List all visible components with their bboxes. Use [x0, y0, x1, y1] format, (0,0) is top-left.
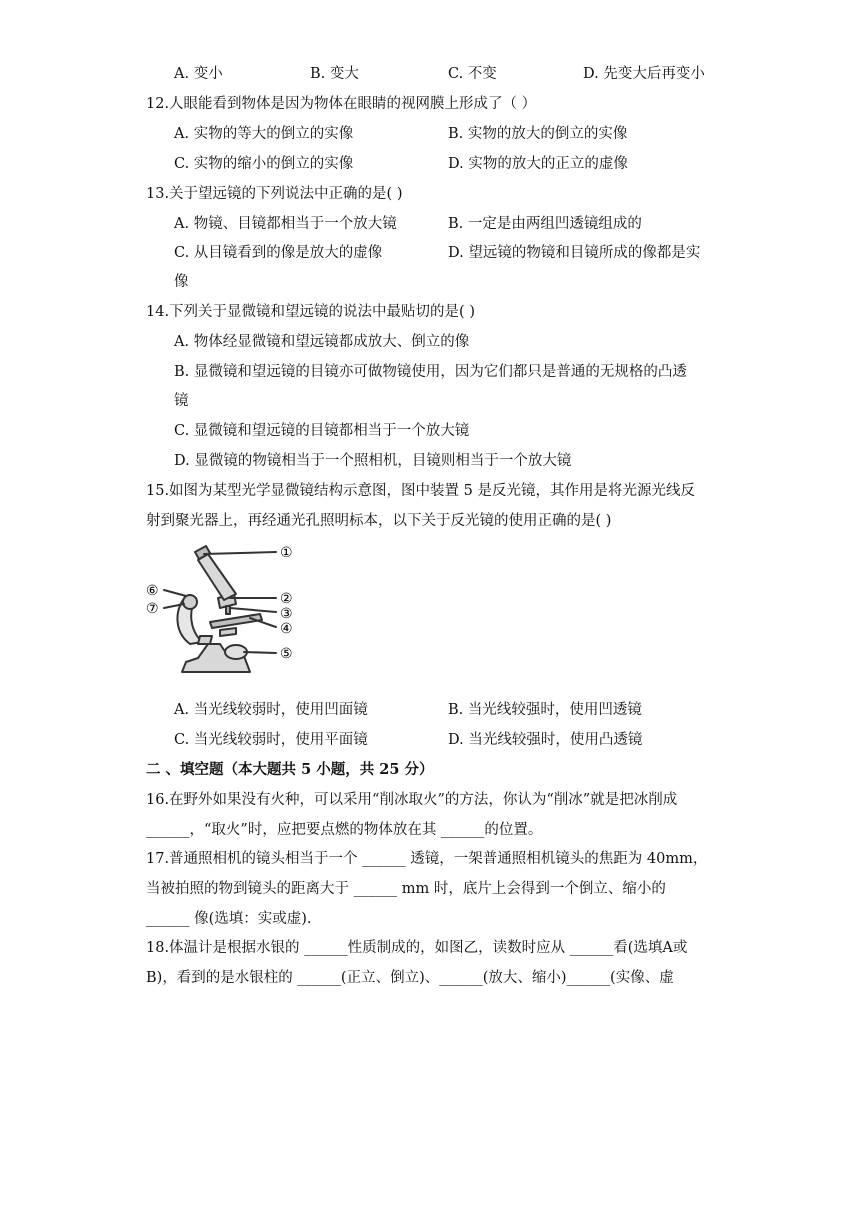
figure-label-6: ⑥ — [146, 583, 159, 599]
q14-option-d: D. 显微镜的物镜相当于一个照相机，目镜则相当于一个放大镜 — [174, 453, 572, 469]
q13-option-a: A. 物镜、目镜都相当于一个放大镜 — [174, 216, 397, 232]
q15-option-b: B. 当光线较强时，使用凹透镜 — [448, 702, 642, 718]
q17-line2: 当被拍照的物到镜头的距离大于 ______ mm 时，底片上会得到一个倒立、缩小的 — [146, 881, 666, 897]
q11-option-c: C. 不变 — [448, 66, 497, 82]
q14-stem: 14.下列关于显微镜和望远镜的说法中最贴切的是( ) — [146, 304, 475, 320]
microscope-figure — [140, 540, 300, 690]
q11-option-a: A. 变小 — [174, 66, 223, 82]
q11-option-b: B. 变大 — [310, 66, 359, 82]
q18-line1: 18.体温计是根据水银的 ______性质制成的，如图乙，读数时应从 ______看(选填A或 — [146, 940, 688, 956]
q13-option-d-wrap: 像 — [174, 274, 189, 290]
section-title-fill-in: 二 、填空题（本大题共 5 小题，共 25 分） — [146, 761, 434, 778]
figure-label-2: ② — [280, 591, 293, 607]
q14-option-c: C. 显微镜和望远镜的目镜都相当于一个放大镜 — [174, 423, 470, 439]
figure-label-1: ① — [280, 545, 293, 561]
q15-option-d: D. 当光线较强时，使用凸透镜 — [448, 732, 643, 748]
q15-option-a: A. 当光线较弱时，使用凹面镜 — [174, 702, 368, 718]
q14-option-a: A. 物体经显微镜和望远镜都成放大、倒立的像 — [174, 334, 470, 350]
q17-line1: 17.普通照相机的镜头相当于一个 ______ 透镜，一架普通照相机镜头的焦距为 40mm， — [146, 851, 708, 867]
q15-option-c: C. 当光线较弱时，使用平面镜 — [174, 732, 368, 748]
q12-option-b: B. 实物的放大的倒立的实像 — [448, 126, 628, 142]
q16-line1: 16.在野外如果没有火种，可以采用“削冰取火”的方法，你认为“削冰”就是把冰削成 — [146, 792, 678, 808]
q18-line2: B)，看到的是水银柱的 ______(正立、倒立)、______(放大、缩小)______(实像、虚 — [146, 970, 674, 986]
q12-option-d: D. 实物的放大的正立的虚像 — [448, 156, 628, 172]
q12-option-c: C. 实物的缩小的倒立的实像 — [174, 156, 354, 172]
q13-option-b: B. 一定是由两组凹透镜组成的 — [448, 216, 642, 232]
q14-option-b-wrap: 镜 — [174, 393, 189, 409]
q15-stem-line2: 射到聚光器上，再经通光孔照明标本，以下关于反光镜的使用正确的是( ) — [146, 513, 612, 529]
q12-stem: 12.人眼能看到物体是因为物体在眼睛的视网膜上形成了（ ） — [146, 96, 537, 112]
q13-option-d: D. 望远镜的物镜和目镜所成的像都是实 — [448, 245, 701, 261]
q12-option-a: A. 实物的等大的倒立的实像 — [174, 126, 354, 142]
figure-label-5: ⑤ — [280, 646, 293, 662]
q16-line2: ______，“取火”时，应把要点燃的物体放在其 ______的位置。 — [146, 822, 543, 838]
q17-line3: ______ 像(选填：实或虚). — [146, 911, 312, 927]
q13-stem: 13.关于望远镜的下列说法中正确的是( ) — [146, 186, 403, 202]
figure-label-3: ③ — [280, 606, 293, 622]
q14-option-b: B. 显微镜和望远镜的目镜亦可做物镜使用，因为它们都只是普通的无规格的凸透 — [174, 364, 687, 380]
q13-option-c: C. 从目镜看到的像是放大的虚像 — [174, 245, 383, 261]
figure-label-4: ④ — [280, 621, 293, 637]
figure-label-7: ⑦ — [146, 601, 159, 617]
q11-option-d: D. 先变大后再变小 — [583, 66, 705, 82]
q15-stem-line1: 15.如图为某型光学显微镜结构示意图，图中装置 5 是反光镜，其作用是将光源光线反 — [146, 483, 696, 499]
